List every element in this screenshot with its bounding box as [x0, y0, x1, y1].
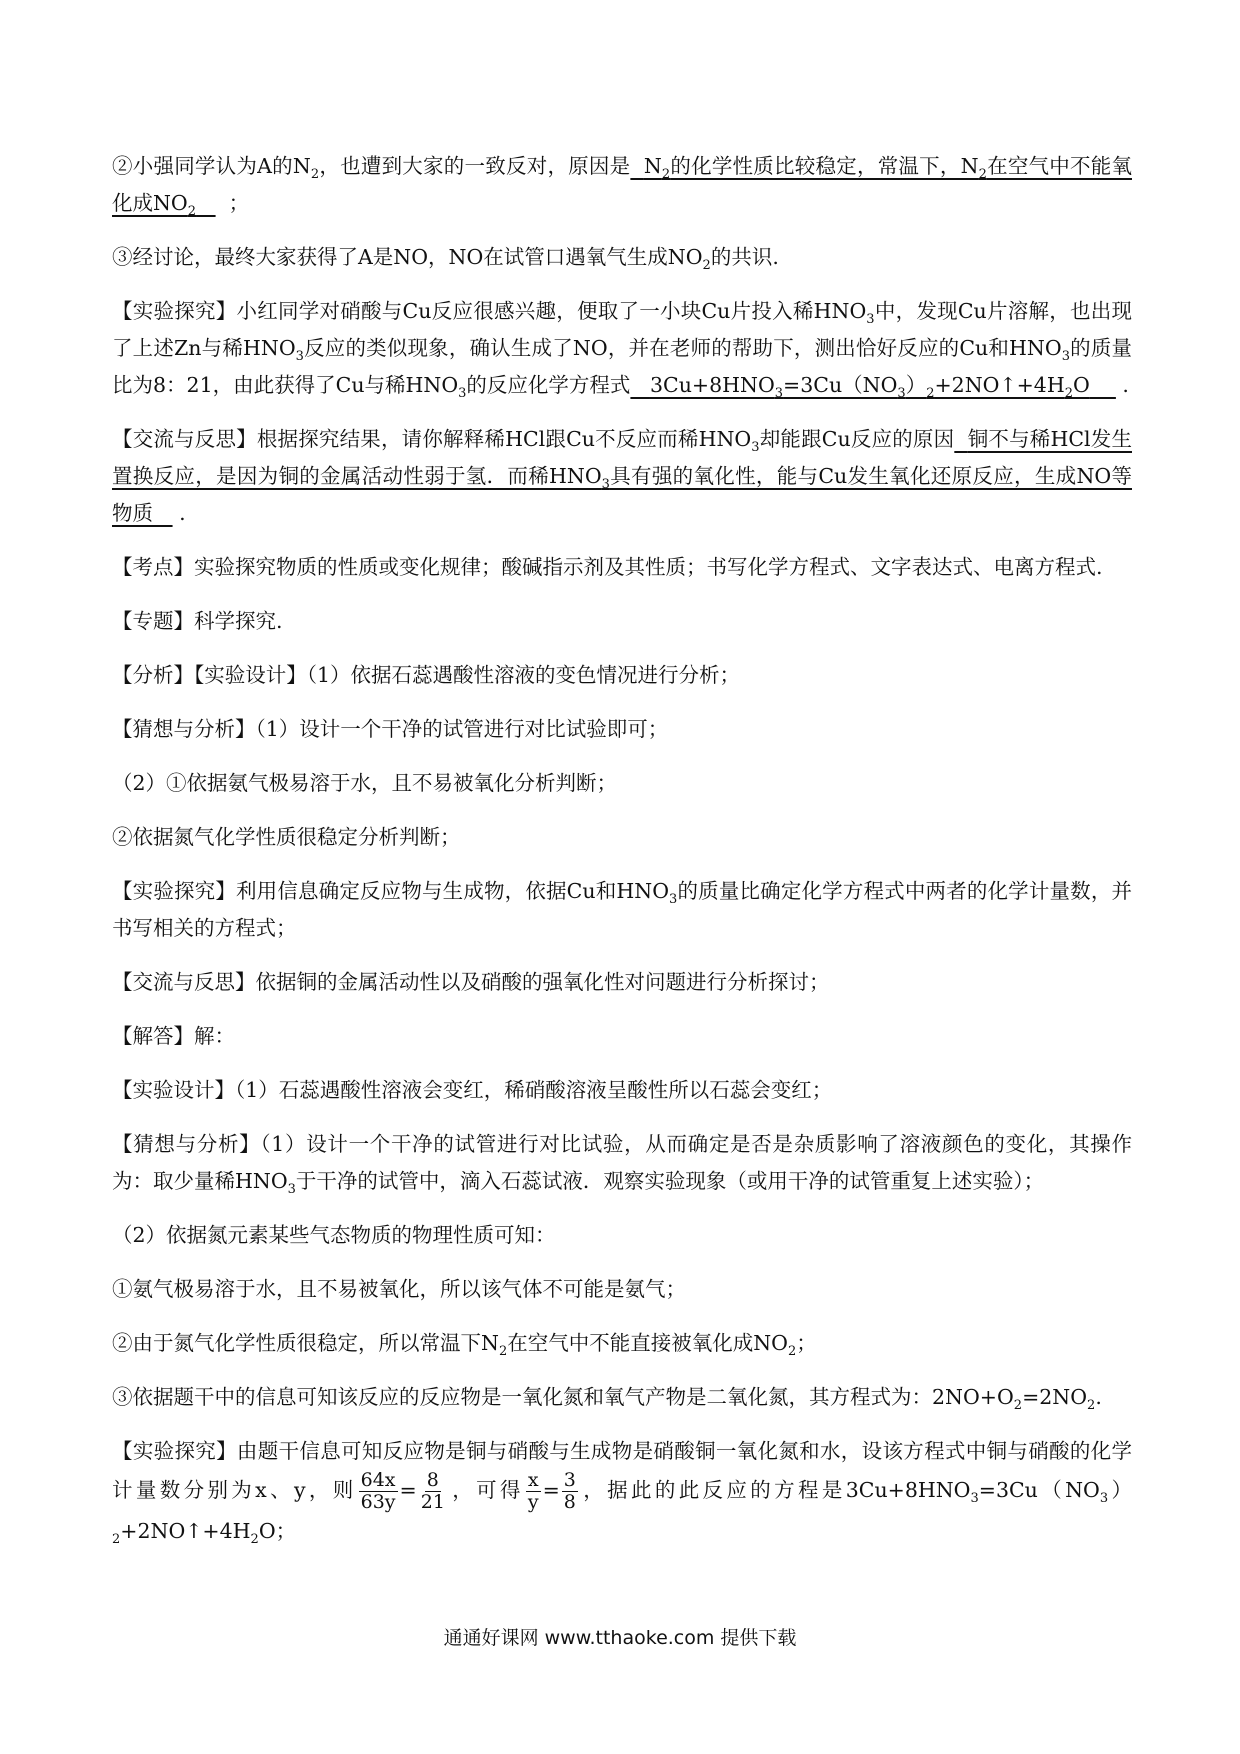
paragraph-14: 【实验设计】（1）石蕊遇酸性溶液会变红，稀硝酸溶液呈酸性所以石蕊会变红； [112, 1078, 833, 1102]
text: 的共识. [710, 245, 779, 269]
text: 【实验探究】利用信息确定反应物与生成物，依据Cu和HNO [112, 879, 670, 903]
fraction [359, 1470, 398, 1513]
fraction [419, 1470, 447, 1513]
paragraph-15 [112, 1126, 1132, 1200]
text: 3Cu+8HNO [649, 373, 775, 397]
paragraph-13: 【解答】解： [112, 1024, 235, 1048]
text: ） [905, 373, 927, 397]
text: 的化学性质比较稳定，常温下，N [670, 154, 979, 178]
text: 铜不与稀HCl发生置换反应，是因为铜的金属活动性弱于氢．而稀HNO [112, 427, 1132, 488]
text: =3Cu（NO [783, 373, 898, 397]
subscript: 3 [669, 892, 678, 908]
numerator: 3 [563, 1469, 576, 1491]
subscript: 2 [187, 204, 197, 220]
paragraph-3 [112, 293, 1132, 404]
paragraph-7: 【分析】【实验设计】（1）依据石蕊遇酸性溶液的变色情况进行分析； [112, 663, 741, 687]
text: ②由于氮气化学性质很稳定，所以常温下N [112, 1331, 499, 1355]
text: ） [1108, 1478, 1133, 1502]
subscript: 2 [310, 167, 320, 183]
denominator: 21 [420, 1491, 445, 1513]
text: 中，发现Cu片溶解，也出现了上述Zn与稀HNO [112, 299, 1132, 360]
subscript: 2 [702, 258, 711, 274]
paragraph-4 [112, 421, 1132, 532]
paragraph-8: 【猜想与分析】（1）设计一个干净的试管进行对比试验即可； [112, 717, 669, 741]
text: N [643, 154, 662, 178]
paragraph-5: 【考点】实验探究物质的性质或变化规律；酸碱指示剂及其性质；书写化学方程式、文字表达式、电离方程式. [112, 555, 1103, 579]
text: ； [796, 1331, 817, 1355]
text: 【猜想与分析】（1）设计一个干净的试管进行对比试验，从而确定是否是杂质影响了溶液颜色的变化，其操作为：取少量稀HNO [112, 1132, 1132, 1193]
text: ，可得 [448, 1478, 524, 1502]
text: 的质量比确定化学方程式中两者的化学计量数，并书写相关的方程式； [112, 879, 1132, 940]
text: 【实验探究】由题干信息可知反应物是铜与硝酸与生成物是硝酸铜一氧化氮和水，设该方程式中铜与硝酸的化学计量数分别为x、y，则 [112, 1439, 1132, 1502]
text: O [1073, 373, 1090, 397]
text: 在空气中不能氧化成NO [112, 154, 1132, 215]
paragraph-11 [112, 873, 1132, 947]
subscript: 3 [1061, 349, 1070, 365]
text: 在空气中不能直接被氧化成NO [507, 1331, 788, 1355]
fraction [562, 1470, 578, 1513]
text: 具有强的氧化性，能与Cu发生氧化还原反应，生成NO等物质 [112, 464, 1132, 525]
answer-blank [630, 373, 1115, 402]
numerator: 64x [360, 1469, 396, 1491]
subscript: 2 [250, 1532, 259, 1548]
subscript: 2 [112, 1532, 121, 1548]
subscript: 2 [1064, 386, 1073, 402]
text: O； [258, 1519, 297, 1543]
paragraph-20 [112, 1433, 1132, 1550]
text: ，据此的此反应的方程是3Cu+8HNO [579, 1478, 971, 1502]
text: . [1122, 373, 1129, 397]
equals-sign: = [542, 1478, 560, 1502]
paragraph-2 [112, 239, 1132, 276]
numerator: x [527, 1469, 539, 1491]
subscript: 2 [787, 1344, 797, 1360]
subscript: 3 [970, 1491, 979, 1507]
subscript: 3 [774, 386, 784, 402]
text: 反应的类似现象，确认生成了NO，并在老师的帮助下，测出恰好反应的Cu和HNO [303, 336, 1062, 360]
paragraph-17: ①氨气极易溶于水，且不易被氧化，所以该气体不可能是氨气； [112, 1277, 686, 1301]
subscript: 2 [926, 386, 935, 402]
text: ，也遭到大家的一致反对，原因是 [319, 154, 631, 178]
text: ③依据题干中的信息可知该反应的反应物是一氧化氮和氧气产物是二氧化氮，其方程式为：2NO+O [112, 1385, 1014, 1409]
subscript: 2 [1013, 1398, 1023, 1414]
denominator: 8 [563, 1491, 576, 1513]
text: 【实验探究】小红同学对硝酸与Cu反应很感兴趣，便取了一小块Cu片投入稀HNO [112, 299, 867, 323]
document-body [112, 148, 1132, 1567]
subscript: 3 [751, 440, 760, 456]
text: . [1095, 1385, 1102, 1409]
subscript: 3 [1099, 1491, 1109, 1507]
text: 【交流与反思】根据探究结果，请你解释稀HCl跟Cu不反应而稀HNO [112, 427, 752, 451]
text: 的反应化学方程式 [466, 373, 631, 397]
text: 于干净的试管中，滴入石蕊试液．观察实验现象（或用干净的试管重复上述实验）； [295, 1169, 1045, 1193]
subscript: 3 [295, 349, 304, 365]
numerator: 8 [426, 1469, 439, 1491]
subscript: 3 [287, 1182, 296, 1198]
paragraph-19 [112, 1379, 1132, 1416]
page-footer: 通通好课网 www.tthaoke.com 提供下载 [443, 1627, 797, 1649]
subscript: 3 [866, 312, 875, 328]
text: ③经讨论，最终大家获得了A是NO，NO在试管口遇氧气生成NO [112, 245, 703, 269]
paragraph-6: 【专题】科学探究. [112, 609, 283, 633]
text: =2NO [1022, 1385, 1088, 1409]
denominator: y [527, 1491, 539, 1513]
fraction [526, 1470, 541, 1513]
subscript: 2 [978, 167, 987, 183]
paragraph-12: 【交流与反思】依据铜的金属活动性以及硝酸的强氧化性对问题进行分析探讨； [112, 970, 830, 994]
paragraph-1 [112, 148, 1132, 222]
paragraph-16: （2）依据氮元素某些气态物质的物理性质可知： [112, 1223, 556, 1247]
text: ②小强同学认为A的N [112, 154, 311, 178]
subscript: 3 [897, 386, 906, 402]
text: 的质量比为8：21，由此获得了Cu与稀HNO [112, 336, 1132, 397]
text: . [179, 501, 186, 525]
denominator: 63y [360, 1491, 396, 1513]
subscript: 3 [601, 477, 610, 493]
paragraph-10: ②依据氮气化学性质很稳定分析判断； [112, 825, 461, 849]
paragraph-18 [112, 1325, 1132, 1362]
text: =3Cu（NO [978, 1478, 1100, 1502]
subscript: 2 [498, 1344, 508, 1360]
paragraph-9: （2）①依据氨气极易溶于水，且不易被氧化分析判断； [112, 771, 618, 795]
subscript: 2 [1087, 1398, 1096, 1414]
text: +2NO↑+4H [934, 373, 1065, 397]
equals-sign: = [399, 1478, 417, 1502]
text: ； [228, 191, 250, 215]
subscript: 2 [661, 167, 671, 183]
subscript: 3 [458, 386, 467, 402]
text: 却能跟Cu反应的原因 [759, 427, 955, 451]
text: +2NO↑+4H [120, 1519, 251, 1543]
